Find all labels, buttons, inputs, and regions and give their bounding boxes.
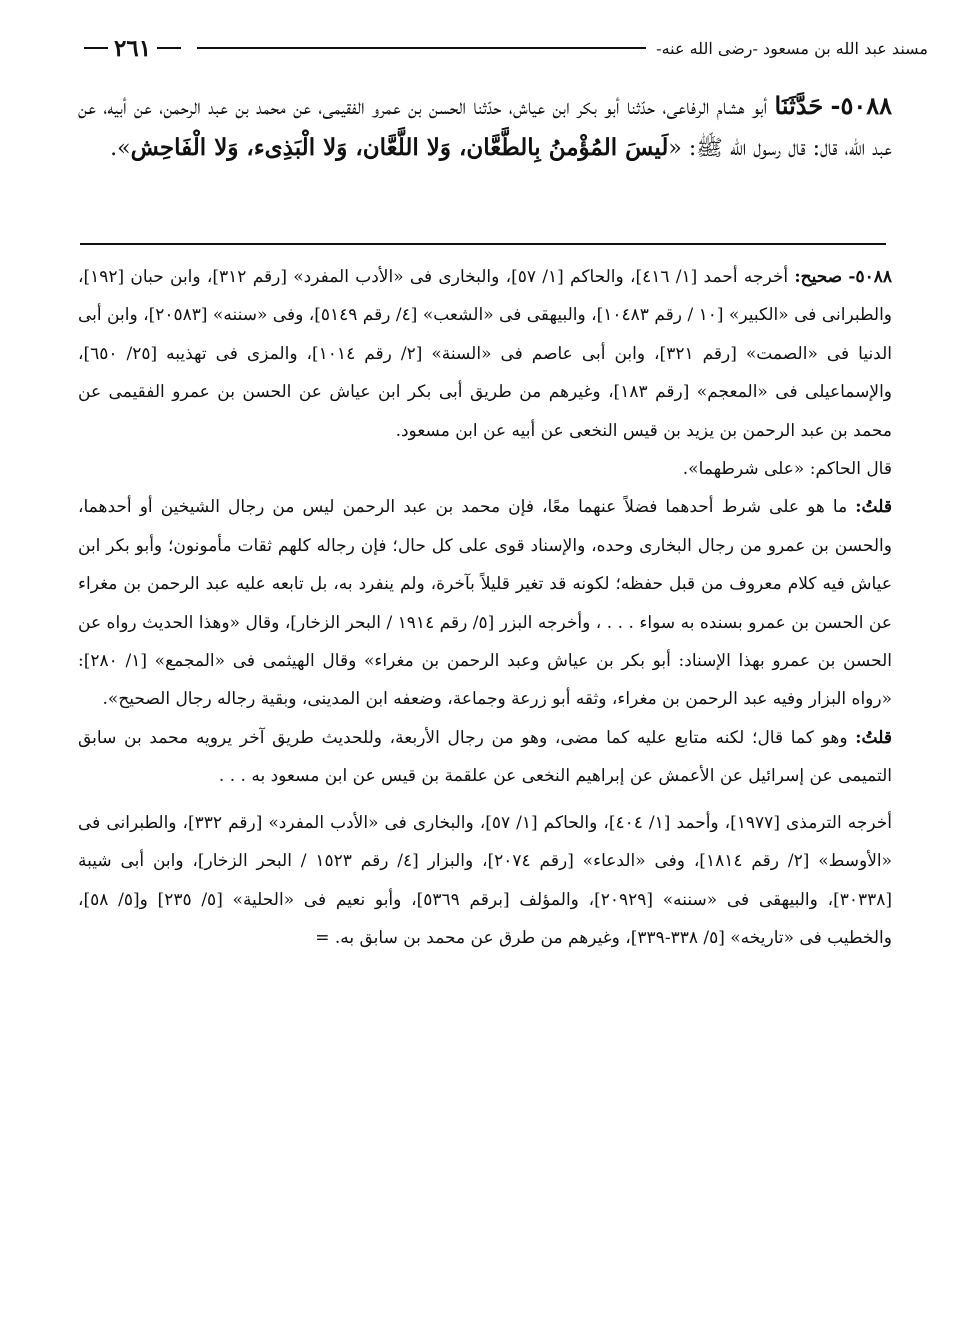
page-number: ٢٦١ xyxy=(114,34,152,62)
paragraph-gap xyxy=(78,796,892,804)
note-text-3: ما هو على شرط أحدهما فضلاً عنهما معًا، فإن محمد بن عبد الرحمن ليس من رجال الشيخين أو أحدهما، والحسن بن عمرو من رجال البخارى وحده، والإسناد قوى على كل حال؛ فإن رجاله كلهم ثقات مأمونون؛ وأبو بكر ابن عياش فيه كلام معروف من قبل حفظه؛ لكونه قد تغير قليلاً بآخرة، ولم ينفرد به، بل تابعه عليه عبد الرحمن بن مغراء عن الحسن بن عمرو بسنده به سواء . . . ، وأخرجه البزر [٥/ رقم ١٩١٤ / البحر الزخار]، وقال «وهذا الحديث رواه عن الحسن بن عمرو بهذا الإسناد: أبو بكر بن عياش وعبد الرحمن بن مغراء» وقال الهيثمى فى «المجمع» [١/ ٢٨٠]: «رواه البزار وفيه عبد الرحمن بن مغراء، وثقه أبو زرعة وجماعة، وضعفه ابن المدينى، وبقية رجاله رجال الصحيح». xyxy=(78,497,892,710)
note-paragraph xyxy=(78,719,892,796)
hadith-lead-word: حَدَّثَنَا xyxy=(774,91,824,120)
note-paragraph xyxy=(78,450,892,488)
page-header xyxy=(78,30,928,66)
header-dash-left xyxy=(84,47,108,49)
hadith-matn: لَيسَ المُؤْمنُ بِالطَّعَّان، وَلا اللَّعَّان، وَلا الْبَذِىء، وَلا الْفَاحِش xyxy=(130,134,669,161)
note-grade: صحيح: xyxy=(794,267,843,287)
qult-label: قلتُ: xyxy=(855,497,892,518)
hadith-number: ٥٠٨٨- xyxy=(830,91,893,120)
footnotes xyxy=(78,258,892,957)
hadith-ending: ». xyxy=(110,136,131,161)
note-text-2: قال الحاكم: «على شرطهما». xyxy=(682,459,892,480)
header-dash-right xyxy=(157,47,181,49)
note-text-5: أخرجه الترمذى [١٩٧٧]، وأحمد [١/ ٤٠٤]، والحاكم [١/ ٥٧]، والبخارى فى «الأدب المفرد» [رقم ٣٣٢]، والطبرانى فى «الأوسط» [٢/ رقم ١٨١٤]، وفى «الدعاء» [رقم ٢٠٧٤]، والبزار [٤/ رقم ١٥٢٣ / البحر الزخار]، وابن أبى شيبة [٣٠٣٣٨]، والبيهقى فى «سننه» [٢٠٩٢٩]، والمؤلف [برقم ٥٣٦٩]، وأبو نعيم فى «الحلية» [٥/ ٢٣٥] و[٥/ ٥٨]، والخطيب فى «تاريخه» [٥/ ٣٣٨-٣٣٩]، وغيرهم من طرق عن محمد بن سابق به. xyxy=(78,812,893,948)
continuation-mark: = xyxy=(315,927,330,948)
note-paragraph xyxy=(78,258,892,450)
note-text-1: أخرجه أحمد [١/ ٤١٦]، والحاكم [١/ ٥٧]، والبخارى فى «الأدب المفرد» [رقم ٣١٢]، وابن حبان [١٩٢]، والطبرانى فى «الكبير» [١٠ / رقم ١٠٤٨٣]، والبيهقى فى «الشعب» [٤/ رقم ٥١٤٩]، وفى «سننه» [٢٠٥٨٣]، وابن أبى الدنيا فى «الصمت» [رقم ٣٢١]، وابن أبى عاصم فى «السنة» [٢/ رقم ١٠١٤]، والمزى فى تهذيبه [٢٥/ ٦٥٠]، والإسماعيلى فى «المعجم» [رقم ١٨٣]، وغيرهم من طريق أبى بكر ابن عياش عن الحسن بن عمرو الفقيمى عن محمد بن عبد الرحمن بن يزيد بن قيس النخعى عن أبيه عن ابن مسعود. xyxy=(78,267,893,441)
note-number: ٥٠٨٨- xyxy=(848,267,892,287)
note-text-4: وهو كما قال؛ لكنه متابع عليه كما مضى، وهو من رجال الأربعة، وللحديث طريق آخر يرويه محمد بن سابق التميمى عن إسرائيل عن الأعمش عن إبراهيم النخعى عن علقمة بن قيس عن ابن مسعود به . . . xyxy=(78,727,892,787)
note-paragraph xyxy=(78,804,892,958)
header-rule xyxy=(197,47,646,49)
hadith-text xyxy=(78,86,892,169)
qult-label: قلتُ: xyxy=(855,727,892,748)
hadith-isnad: أبو هشام الرفاعى، حدّثنا أبو بكر ابن عياش، حدّثنا الحسن بن عمرو الفقيمى، عن محمد بن عبد الرحمن، عن أبيه، عن عبد الله، قال: قال رسول الله ﷺ: « xyxy=(78,95,892,161)
running-title: مسند عبد الله بن مسعود -رضى الله عنه- xyxy=(656,38,928,58)
footnote-divider xyxy=(80,243,886,245)
note-paragraph xyxy=(78,488,892,718)
